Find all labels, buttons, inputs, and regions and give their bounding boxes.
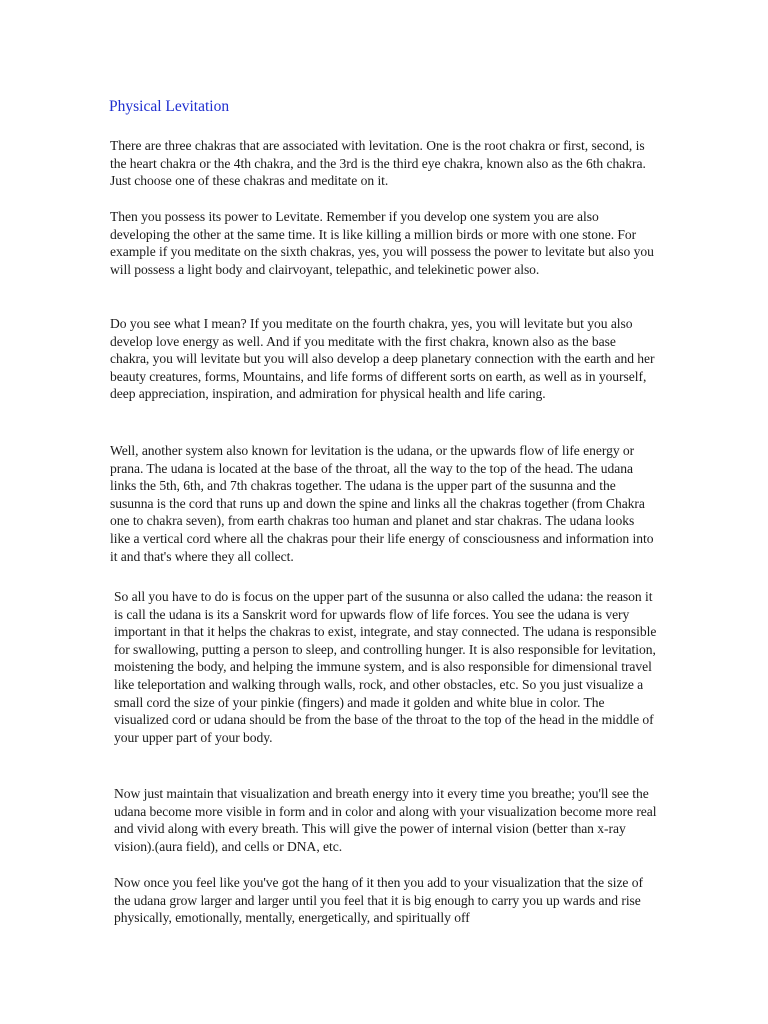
paragraph-grow-udana-larger: Now once you feel like you've got the hang of it then you add to your visualization that the size of the udana grow larger and larger until you feel that it is big enough to carry you up wards and rise physically, emotionally, mentally, energetically, and spiritually off [114,875,643,926]
paragraph-focus-on-udana: So all you have to do is focus on the upper part of the susunna or also called the udana: the reason it is call the udana is its a Sanskrit word for upwards flow of life forces. You see the udana is very important in that it helps the chakras to exist, integrate, and stay connected. The udana is responsible for swallowing, putting a person to sleep, and controlling hunger. It is also responsible for levitation, moistening the body, and helping the immune system, and is also responsible for dimensional travel like teleportation and walking through walls, rock, and other obstacles, etc. So you just visualize a small cord the size of your pinkie (fingers) and made it golden and white blue in color. The visualized cord or udana should be from the base of the throat to the top of the head in the middle of your upper part of your body. [114,589,657,745]
paragraph-power-to-levitate: Then you possess its power to Levitate. Remember if you develop one system you are also developing the other at the same time. It is like killing a million birds or more with one stone. For example if you meditate on the sixth chakras, yes, you will possess the power to levitate but also you will possess a light body and clairvoyant, telepathic, and telekinetic power also. [110,209,654,277]
paragraph-fourth-and-first-chakra: Do you see what I mean? If you meditate on the fourth chakra, yes, you will levitate but you also develop love energy as well. And if you meditate with the first chakra, known also as the base chakra, you will levitate but you will also develop a deep planetary connection with the earth and her beauty creatures, forms, Mountains, and life forms of different sorts on earth, as well as in yourself, deep appreciation, inspiration, and admiration for physical health and life caring. [110,316,655,402]
paragraph-udana-system: Well, another system also known for levitation is the udana, or the upwards flow of life energy or prana. The udana is located at the base of the throat, all the way to the top of the head. The udana links the 5th, 6th, and 7th chakras together. The udana is the upper part of the susunna and the susunna is the cord that runs up and down the spine and links all the chakras together (from Chakra one to chakra seven), from earth chakras too human and planet and star chakras. The udana looks like a vertical cord where all the chakras pour their life energy of consciousness and information into it and that's where they all collect. [110,443,654,564]
paragraph-root-heart-third-eye-chakras: There are three chakras that are associated with levitation. One is the root chakra or first, second, is the heart chakra or the 4th chakra, and the 3rd is the third eye chakra, known also as the 6th chakra. Just choose one of these chakras and meditate on it. [110,138,646,189]
paragraph-maintain-visualization: Now just maintain that visualization and breath energy into it every time you breathe; you'll see the udana become more visible in form and in color and along with your visualization become more real and vivid along with every breath. This will give the power of internal vision (better than x-ray vision).(aura field), and cells or DNA, etc. [114,786,657,854]
page-title: Physical Levitation [109,98,230,115]
